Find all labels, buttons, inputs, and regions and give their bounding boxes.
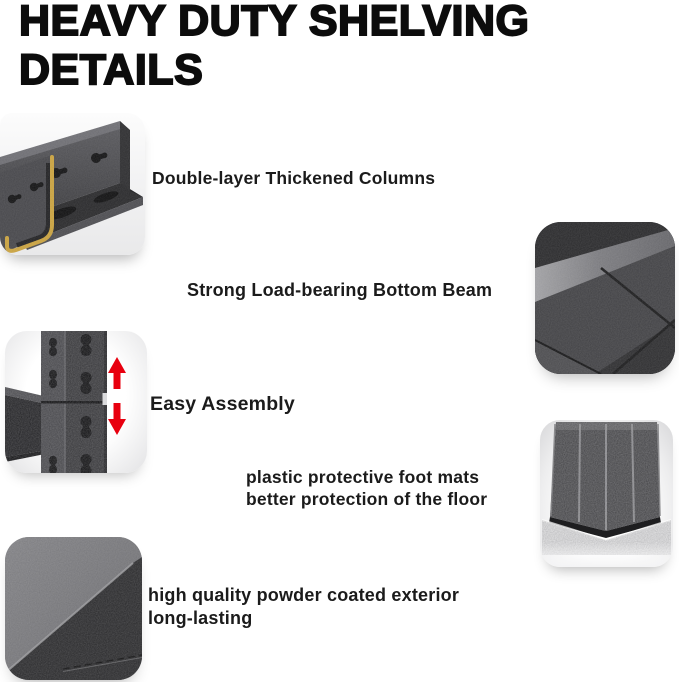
title-line-1: HEAVY DUTY SHELVING [19,0,530,45]
feature-label-assembly: Easy Assembly [150,393,295,415]
feature-label-foot-mats [246,467,487,510]
foot-mats-photo [540,420,673,567]
title-line-2: DETAILS [19,46,204,94]
foot-mats-line-1: plastic protective foot mats [246,467,480,487]
page-title [19,0,529,95]
bottom-beam-photo [535,222,675,374]
double-layer-columns-illustration [0,113,145,255]
red-arrow-up-icon [108,357,126,389]
powder-coating-line-2: long-lasting [148,608,253,628]
feature-label-beam: Strong Load-bearing Bottom Beam [187,280,493,300]
easy-assembly-photo [5,331,147,473]
red-arrow-down-icon [108,403,126,435]
foot-mats-illustration [540,420,673,567]
double-layer-columns-photo [0,113,145,255]
foot-mats-line-2: better protection of the floor [246,488,488,509]
feature-label-powder-coating [148,584,459,630]
easy-assembly-illustration [5,331,147,473]
bottom-beam-illustration [535,222,675,374]
powder-coated-photo [5,537,142,680]
powder-coating-illustration [5,537,142,680]
assembly-direction-arrows [108,357,126,435]
feature-label-columns: Double-layer Thickened Columns [152,168,436,188]
powder-coating-line-1: high quality powder coated exterior [148,585,460,605]
